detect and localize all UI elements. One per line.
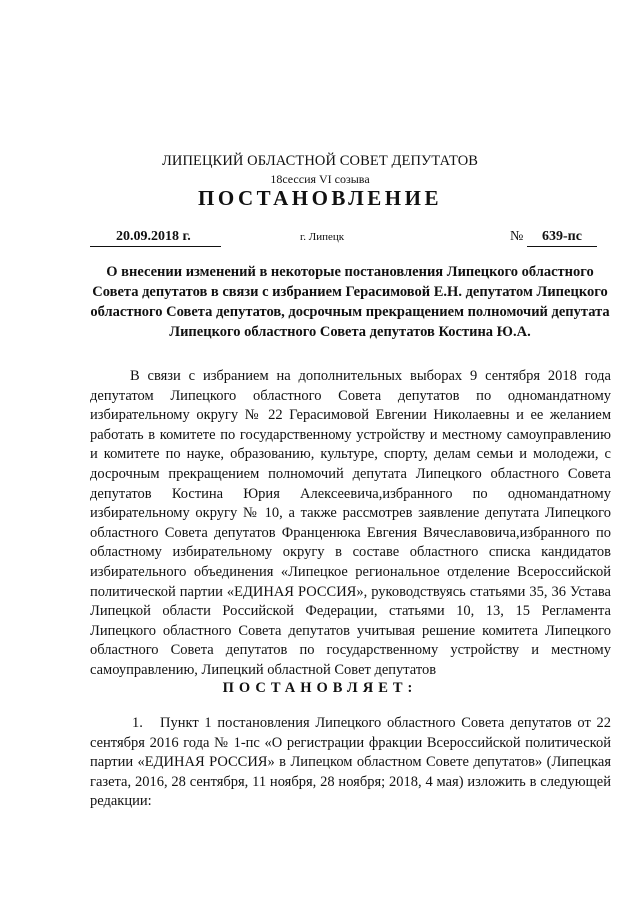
document-city: г. Липецк (300, 231, 345, 243)
document-type-heading: ПОСТАНОВЛЕНИЕ (198, 186, 442, 210)
item-number: 1. (132, 715, 143, 731)
document-title: О внесении изменений в некоторые постановления Липецкого областного Совета депутатов в связи с избранием Герасимовой Е.Н. депутатом Липецкого областного Совета депутатов, досрочным прекращением полномочий депутата Липецкого областного Совета депутатов Костина Ю.А. (90, 264, 610, 340)
document-date: 20.09.2018 г. (90, 228, 221, 247)
organization-name: ЛИПЕЦКИЙ ОБЛАСТНОЙ СОВЕТ ДЕПУТАТОВ (161, 153, 479, 169)
decree-heading: ПОСТАНОВЛЯЕТ: (222, 680, 418, 696)
number-sign: № (510, 229, 524, 244)
intro-paragraph: В связи с избранием на дополнительных выборах 9 сентября 2018 года депутатом Липецкого областного Совета депутатов по одномандатному избирательному округу № 22 Герасимовой Евгении Николаевны и ее желанием работать в комитете по государственному устройству и местному самоуправлению и комитете по науке, образованию, культуре, спорту, делам семьи и молодежи, с досрочным прекращением полномочий депутата Липецкого областного Совета депутатов Костина Юрия Алексеевича,избранного по одномандатному избирательному округу № 10, а также рассмотрев заявление депутата Липецкого областного Совета депутатов Франценюка Евгения Вячеславовича,избранного по областному избирательному округу в составе областного списка кандидатов избирательного объединения «Липецкое региональное отделение Всероссийской политической партии «ЕДИНАЯ РОССИЯ», руководствуясь статьями 35, 36 Устава Липецкой области Российской Федерации, статьями 10, 13, 15 Регламента Липецкого областного Совета депутатов учитывая решение комитета Липецкого областного Совета депутатов по государственному устройству и местному самоуправлению, Липецкий областной Совет депутатов (90, 368, 611, 678)
list-item (90, 714, 611, 812)
item-text: Пункт 1 постановления Липецкого областного Совета депутатов от 22 сентября 2016 года № 1-пс «О регистрации фракции Всероссийской политической партии «ЕДИНАЯ РОССИЯ» в Липецком областном Совете депутатов» (Липецкая газета, 2016, 28 сентября, 11 ноября, 28 ноября; 2018, 4 мая) изложить в следующей редакции: (90, 715, 611, 810)
document-number: 639-пс (527, 228, 597, 247)
session-line: 18сессия VI созыва (270, 172, 370, 186)
document-meta-row (0, 228, 640, 248)
